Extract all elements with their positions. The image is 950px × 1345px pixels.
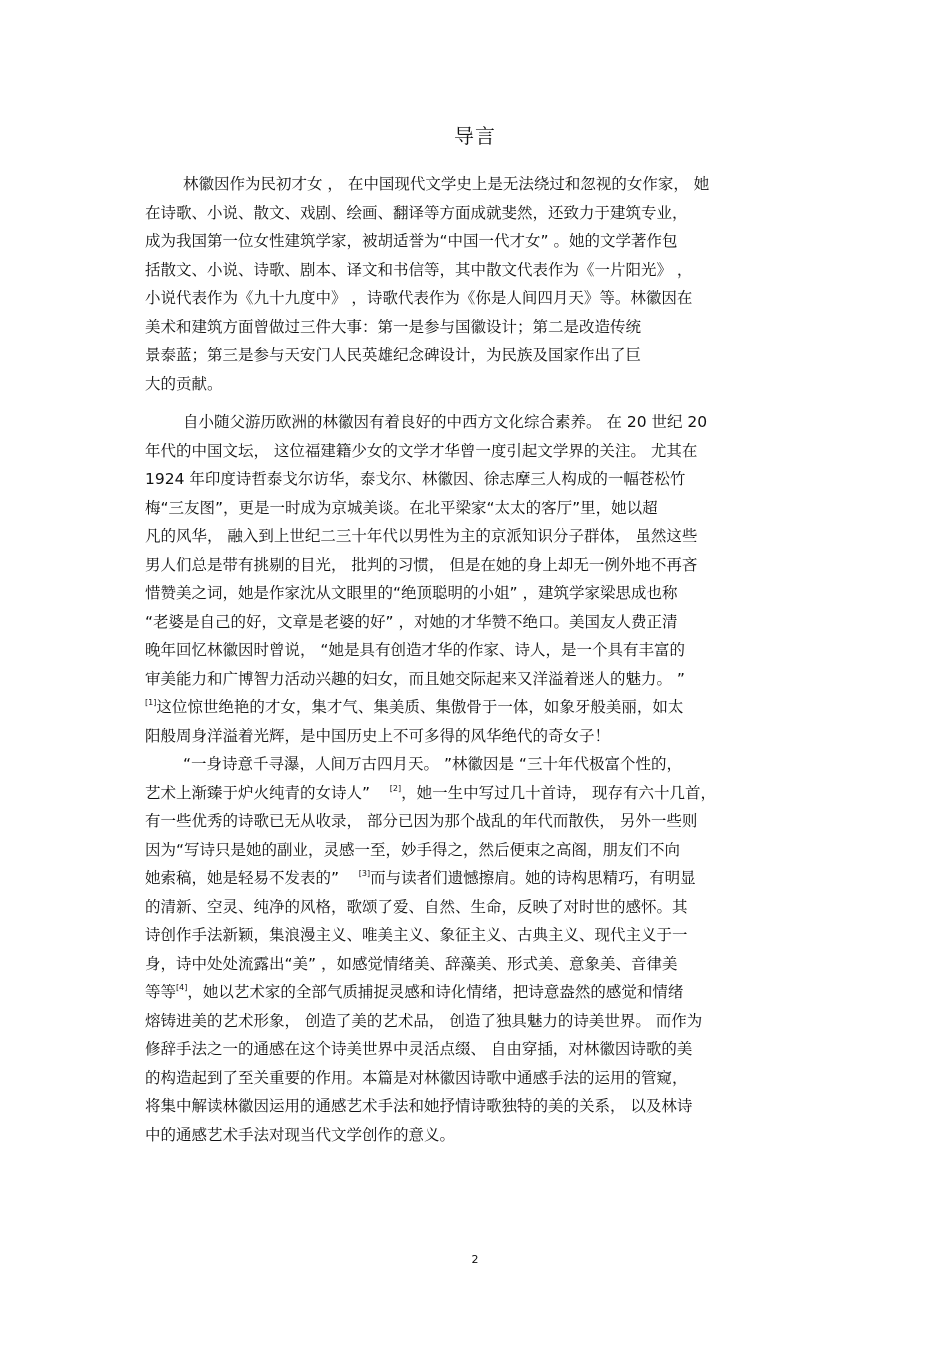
text-line: 美术和建筑方面曾做过三件大事：第一是参与国徽设计；第二是改造传统 <box>145 317 642 336</box>
paragraph-3 <box>145 750 815 1149</box>
text-line: 中的通感艺术手法对现当代文学创作的意义。 <box>145 1125 456 1144</box>
citation-2: [2] <box>389 783 402 793</box>
text-line: 大的贡献。 <box>145 374 223 393</box>
text-line: 括散文、小说、诗歌、剧本、译文和书信等，其中散文代表作为《一片阳光》 ， <box>145 260 693 279</box>
text-line: 1924 年印度诗哲泰戈尔访华，泰戈尔、林徽因、徐志摩三人构成的一幅苍松竹 <box>145 470 686 488</box>
text-line: “老婆是自己的好，文章是老婆的好” ，对她的才华赞不绝口。美国友人费正清 <box>145 612 678 631</box>
text-line: 在诗歌、小说、散文、戏剧、绘画、翻译等方面成就斐然，还致力于建筑专业， <box>145 203 688 222</box>
text-line: 男人们总是带有挑剔的目光， 批判的习惯， 但是在她的身上却无一例外地不再吝 <box>145 555 698 574</box>
document-body <box>145 170 815 1149</box>
citation-4: [4] <box>176 983 188 992</box>
text-line: 她索稿，她是轻易不发表的” [3]而与读者们遗憾擦肩。她的诗构思精巧，有明显 <box>145 869 696 887</box>
text-line: 林徽因作为民初才女 ， 在中国现代文学史上是无法绕过和忽视的女作家， 她 <box>183 175 710 193</box>
text-line: 因为“写诗只是她的副业，灵感一至，妙手得之，然后便束之高阁，朋友们不向 <box>145 840 681 859</box>
text-line: 阳般周身洋溢着光辉，是中国历史上不可多得的风华绝代的奇女子！ <box>145 726 611 745</box>
text-line: 梅“三友图”，更是一时成为京城美谈。在北平梁家“太太的客厅”里，她以超 <box>145 498 658 517</box>
citation-3: [3] <box>358 869 371 878</box>
text-line: 将集中解读林徽因运用的通感艺术手法和她抒情诗歌独特的美的关系， 以及林诗 <box>145 1097 693 1115</box>
text-line: 有一些优秀的诗歌已无从收录， 部分已因为那个战乱的年代而散佚， 另外一些则 <box>145 812 698 830</box>
text-line: 景泰蓝；第三是参与天安门人民英雄纪念碑设计，为民族及国家作出了巨 <box>145 346 642 364</box>
text-line: “一身诗意千寻瀑，人间万古四月天。 ”林徽因是 “三十年代极富个性的， <box>183 755 682 773</box>
text-line: 熔铸进美的艺术形象， 创造了美的艺术品， 创造了独具魅力的诗美世界。 而作为 <box>145 1011 703 1030</box>
text-line: 晚年回忆林徽因时曾说， “她是具有创造才华的作家、诗人，是一个具有丰富的 <box>145 641 685 659</box>
text-line: 凡的风华， 融入到上世纪二三十年代以男性为主的京派知识分子群体， 虽然这些 <box>145 527 698 545</box>
text-line: 修辞手法之一的通感在这个诗美世界中灵活点缀、 自由穿插，对林徽因诗歌的美 <box>145 1040 693 1058</box>
paragraph-2 <box>145 408 815 750</box>
text-line: 身，诗中处处流露出“美” ，如感觉情绪美、辞藻美、形式美、意象美、音律美 <box>145 954 678 973</box>
text-line: 审美能力和广博智力活动兴趣的妇女，而且她交际起来又洋溢着迷人的魅力。 ” <box>145 669 685 688</box>
citation-1: [1] <box>145 698 157 707</box>
text-line: 的构造起到了至关重要的作用。本篇是对林徽因诗歌中通感手法的运用的管窥， <box>145 1068 688 1087</box>
text-line: 成为我国第一位女性建筑学家，被胡适誉为“中国一代才女” 。她的文学著作包 <box>145 232 678 250</box>
paragraph-1 <box>145 170 815 398</box>
text-line: 诗创作手法新颖，集浪漫主义、唯美主义、象征主义、古典主义、现代主义于一 <box>145 926 688 944</box>
text-line: 的清新、空灵、纯净的风格，歌颂了爱、自然、生命，反映了对时世的感怀。其 <box>145 897 688 916</box>
text-line: 惜赞美之词，她是作家沈从文眼里的“绝顶聪明的小姐” ，建筑学家梁思成也称 <box>145 584 678 602</box>
page-number: 2 <box>471 1253 479 1266</box>
page-title: 导言 <box>454 124 496 148</box>
text-line: 等等[4]，她以艺术家的全部气质捕捉灵感和诗化情绪，把诗意盎然的感觉和情绪 <box>145 983 684 1001</box>
text-line: [1]这位惊世绝艳的才女，集才气、集美质、集傲骨于一体，如象牙般美丽，如太 <box>145 698 684 716</box>
text-line: 自小随父游历欧洲的林徽因有着良好的中西方文化综合素养。 在 20 世纪 20 <box>183 413 708 431</box>
text-line: 年代的中国文坛， 这位福建籍少女的文学才华曾一度引起文学界的关注。 尤其在 <box>145 441 698 460</box>
text-line: 艺术上渐臻于炉火纯青的女诗人” [2]，她一生中写过几十首诗， 现存有六十几首， <box>145 783 717 802</box>
text-line: 小说代表作为《九十九度中》 ，诗歌代表作为《你是人间四月天》等。林徽因在 <box>145 289 693 307</box>
